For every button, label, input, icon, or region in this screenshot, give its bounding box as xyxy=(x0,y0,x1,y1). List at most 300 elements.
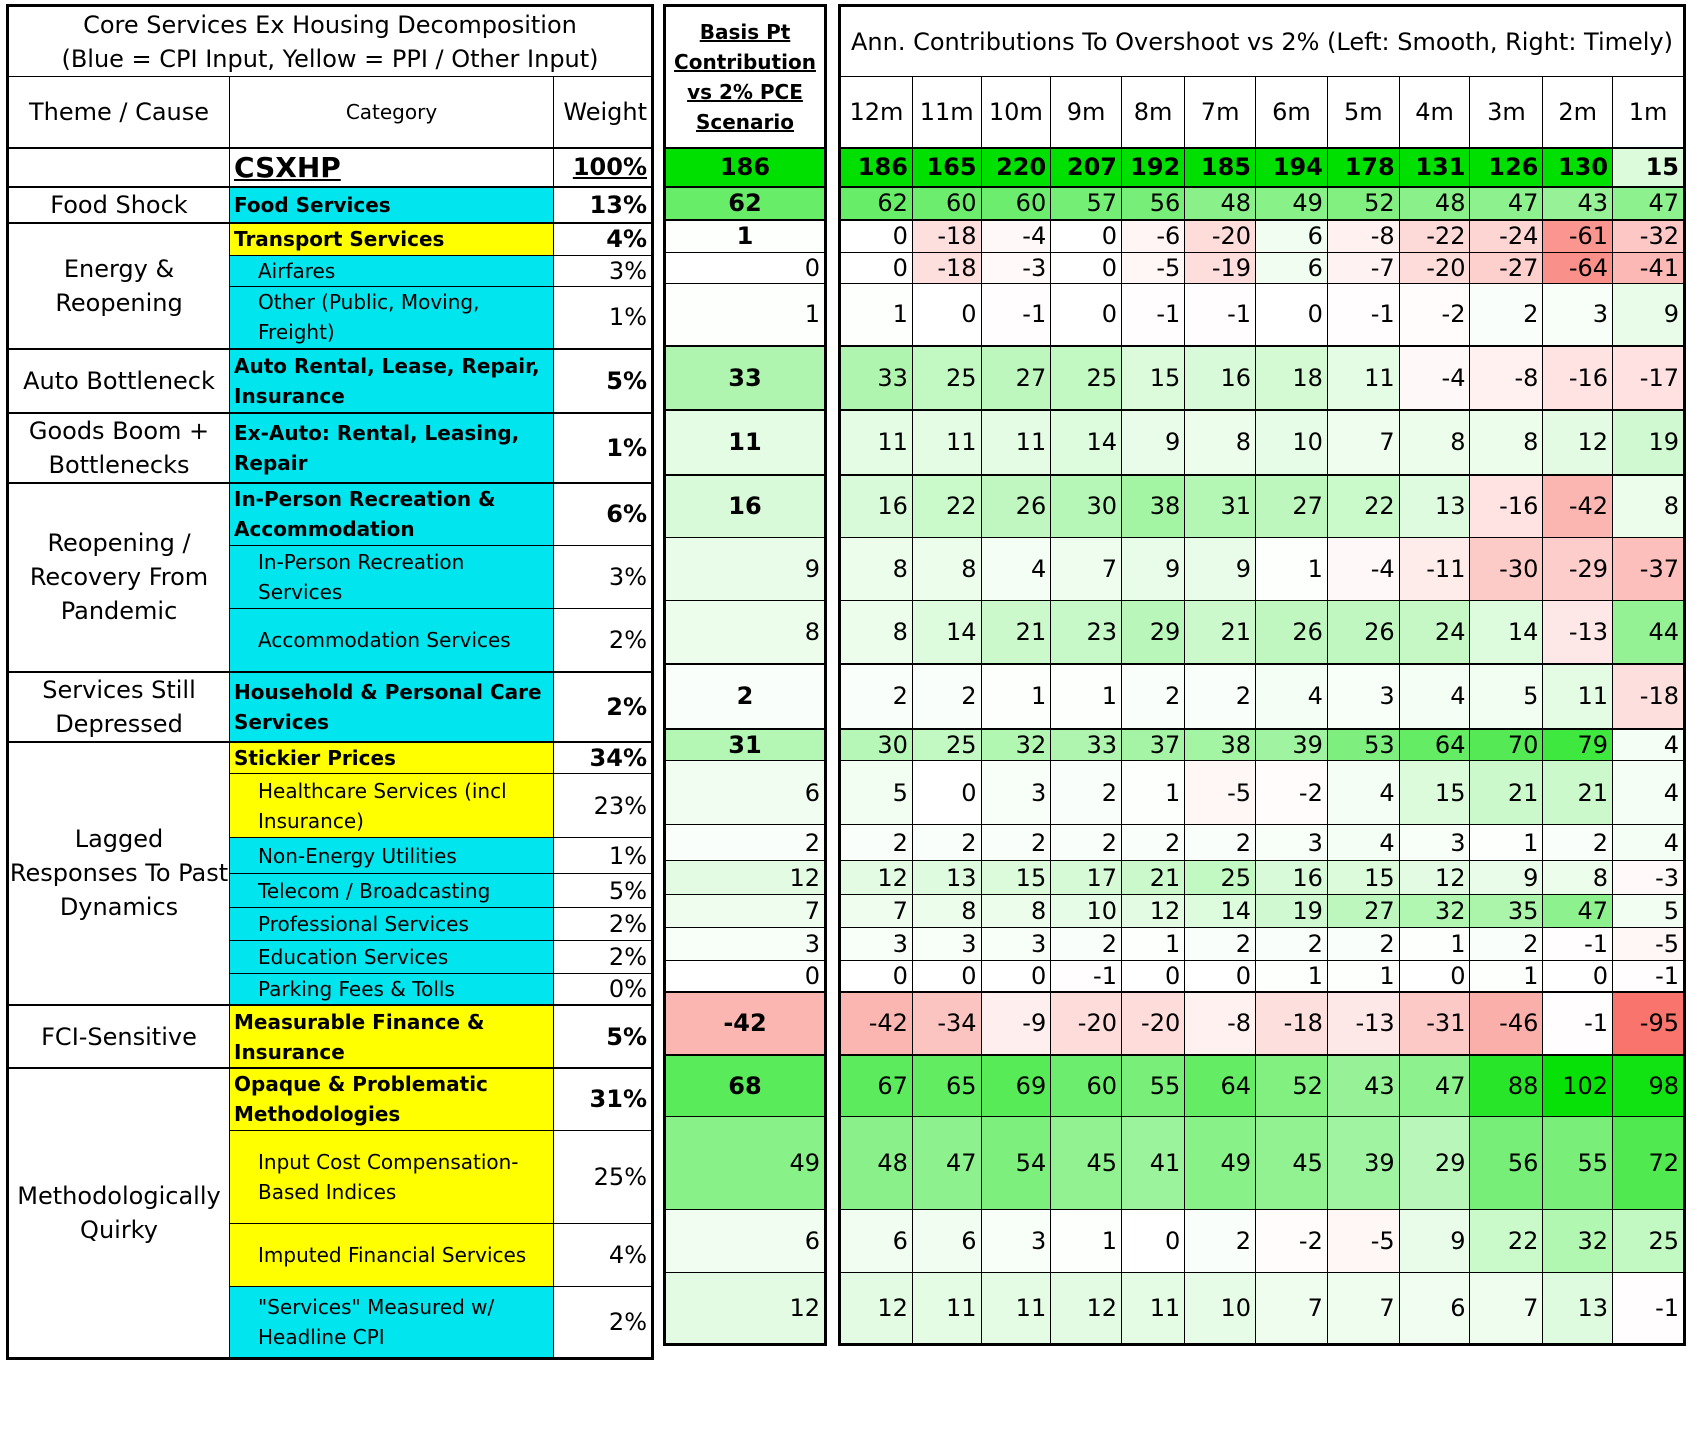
table-row xyxy=(840,729,1685,761)
theme-cell: Auto Bottleneck xyxy=(8,349,230,413)
table-row xyxy=(840,861,1685,895)
value-cell: 8 xyxy=(840,538,913,601)
value-cell: 60 xyxy=(1051,1055,1122,1117)
value-cell: -2 xyxy=(1399,284,1470,346)
value-cell: 3 xyxy=(981,761,1051,825)
table-row xyxy=(665,601,826,664)
value-cell: 2 xyxy=(1470,284,1543,346)
category-cell: In-Person Recreation & Accommodation xyxy=(230,483,554,546)
category-cell: Ex-Auto: Rental, Leasing, Repair xyxy=(230,413,554,483)
value-cell: 13 xyxy=(1399,475,1470,538)
table-row xyxy=(665,187,826,220)
value-cell: 1 xyxy=(1051,664,1122,729)
value-cell: -1 xyxy=(1613,1273,1685,1345)
month-header-10m: 10m xyxy=(981,77,1051,148)
value-cell: 2 xyxy=(981,825,1051,861)
category-cell: Food Services xyxy=(230,187,554,223)
top-row-value: 130 xyxy=(1543,148,1613,187)
value-cell: -1 xyxy=(981,284,1051,346)
value-cell: 48 xyxy=(1399,187,1470,220)
value-cell: 14 xyxy=(912,601,981,664)
value-cell: 9 xyxy=(1121,410,1184,475)
value-cell: -18 xyxy=(1256,992,1328,1055)
value-cell: 38 xyxy=(1185,729,1256,761)
table-row xyxy=(665,346,826,410)
basis-point-table xyxy=(663,4,827,1346)
value-cell: 0 xyxy=(1051,253,1122,284)
decomposition-table xyxy=(6,4,654,1360)
category-cell: Accommodation Services xyxy=(230,609,554,672)
contributions-table xyxy=(838,4,1686,1346)
table-row xyxy=(665,475,826,538)
value-cell: 2 xyxy=(1051,928,1122,961)
value-cell: 33 xyxy=(840,346,913,410)
bp-cell: 16 xyxy=(665,475,826,538)
value-cell: 0 xyxy=(912,761,981,825)
value-cell: 21 xyxy=(1185,601,1256,664)
value-cell: 1 xyxy=(840,284,913,346)
value-cell: 26 xyxy=(1256,601,1328,664)
value-cell: 43 xyxy=(1327,1055,1399,1117)
value-cell: -1 xyxy=(1543,928,1613,961)
value-cell: 3 xyxy=(912,928,981,961)
theme-cell: Methodologically Quirky xyxy=(8,1068,230,1358)
category-cell: Transport Services xyxy=(230,223,554,256)
value-cell: 4 xyxy=(1327,825,1399,861)
value-cell: 4 xyxy=(1613,761,1685,825)
value-cell: 0 xyxy=(1399,961,1470,992)
value-cell: 56 xyxy=(1121,187,1184,220)
value-cell: 2 xyxy=(840,664,913,729)
table-row xyxy=(665,992,826,1055)
value-cell: -13 xyxy=(1543,601,1613,664)
bp-header-line-3: vs 2% PCE xyxy=(687,79,803,104)
weight-cell: 34% xyxy=(554,742,653,774)
theme-cell: Services Still Depressed xyxy=(8,672,230,742)
value-cell: -20 xyxy=(1399,253,1470,284)
month-header-2m: 2m xyxy=(1543,77,1613,148)
bp-cell: -42 xyxy=(665,992,826,1055)
top-row-value: 15 xyxy=(1613,148,1685,187)
month-header-11m: 11m xyxy=(912,77,981,148)
value-cell: -1 xyxy=(1543,992,1613,1055)
bp-header-line-2: Contribution xyxy=(674,49,816,74)
value-cell: 32 xyxy=(1543,1210,1613,1273)
category-cell: Measurable Finance & Insurance xyxy=(230,1005,554,1068)
value-cell: -42 xyxy=(840,992,913,1055)
value-cell: 26 xyxy=(1327,601,1399,664)
value-cell: -18 xyxy=(912,253,981,284)
table-row xyxy=(665,220,826,253)
top-theme-cell xyxy=(8,148,230,187)
value-cell: 4 xyxy=(1399,664,1470,729)
month-header-12m: 12m xyxy=(840,77,913,148)
value-cell: 0 xyxy=(1051,220,1122,253)
table-row xyxy=(840,346,1685,410)
top-row-value: 178 xyxy=(1327,148,1399,187)
bp-cell: 9 xyxy=(665,538,826,601)
weight-cell: 4% xyxy=(554,1223,653,1286)
value-cell: 48 xyxy=(840,1117,913,1210)
value-cell: 21 xyxy=(1470,761,1543,825)
value-cell: 11 xyxy=(912,1273,981,1345)
theme-cell: Reopening / Recovery From Pandemic xyxy=(8,483,230,672)
value-cell: 72 xyxy=(1613,1117,1685,1210)
value-cell: 79 xyxy=(1543,729,1613,761)
category-cell: Parking Fees & Tolls xyxy=(230,974,554,1006)
table-row xyxy=(840,475,1685,538)
value-cell: 57 xyxy=(1051,187,1122,220)
category-cell: Opaque & Problematic Methodologies xyxy=(230,1068,554,1130)
contributions-title: Ann. Contributions To Overshoot vs 2% (Left: Smooth, Right: Timely) xyxy=(840,6,1685,77)
table-row xyxy=(665,825,826,861)
value-cell: 2 xyxy=(1185,1210,1256,1273)
value-cell: -29 xyxy=(1543,538,1613,601)
value-cell: -5 xyxy=(1613,928,1685,961)
value-cell: 25 xyxy=(912,346,981,410)
top-row-value: 207 xyxy=(1051,148,1122,187)
table-row xyxy=(665,1055,826,1117)
weight-cell: 2% xyxy=(554,672,653,742)
value-cell: -3 xyxy=(981,253,1051,284)
value-cell: -37 xyxy=(1613,538,1685,601)
table-row xyxy=(665,284,826,346)
bp-cell: 6 xyxy=(665,1210,826,1273)
value-cell: 65 xyxy=(912,1055,981,1117)
value-cell: 12 xyxy=(840,861,913,895)
table-row xyxy=(665,664,826,729)
value-cell: 1 xyxy=(1121,928,1184,961)
value-cell: 27 xyxy=(981,346,1051,410)
value-cell: 0 xyxy=(912,284,981,346)
value-cell: 4 xyxy=(1613,825,1685,861)
value-cell: 56 xyxy=(1470,1117,1543,1210)
category-cell: Input Cost Compensation-Based Indices xyxy=(230,1130,554,1223)
bp-cell: 31 xyxy=(665,729,826,761)
table-row xyxy=(665,1210,826,1273)
value-cell: 13 xyxy=(1543,1273,1613,1345)
value-cell: 47 xyxy=(1543,895,1613,928)
bp-header-line-4: Scenario xyxy=(695,109,795,134)
table-row xyxy=(840,187,1685,220)
value-cell: -8 xyxy=(1470,346,1543,410)
weight-cell: 0% xyxy=(554,974,653,1006)
category-cell: Professional Services xyxy=(230,908,554,941)
value-cell: -17 xyxy=(1613,346,1685,410)
value-cell: 14 xyxy=(1470,601,1543,664)
value-cell: 2 xyxy=(912,664,981,729)
value-cell: 52 xyxy=(1327,187,1399,220)
table-row xyxy=(665,253,826,284)
value-cell: 88 xyxy=(1470,1055,1543,1117)
category-header: Category xyxy=(230,77,554,148)
value-cell: 7 xyxy=(1327,1273,1399,1345)
value-cell: 8 xyxy=(1543,861,1613,895)
value-cell: -42 xyxy=(1543,475,1613,538)
value-cell: 21 xyxy=(1121,861,1184,895)
value-cell: 41 xyxy=(1121,1117,1184,1210)
value-cell: 98 xyxy=(1613,1055,1685,1117)
value-cell: 38 xyxy=(1121,475,1184,538)
month-header-3m: 3m xyxy=(1470,77,1543,148)
value-cell: 0 xyxy=(1051,284,1122,346)
value-cell: 2 xyxy=(1327,928,1399,961)
value-cell: 11 xyxy=(981,410,1051,475)
value-cell: -5 xyxy=(1185,761,1256,825)
table-row xyxy=(8,413,653,483)
value-cell: -27 xyxy=(1470,253,1543,284)
value-cell: 8 xyxy=(1470,410,1543,475)
bp-cell: 1 xyxy=(665,284,826,346)
value-cell: 2 xyxy=(1121,825,1184,861)
weight-cell: 5% xyxy=(554,349,653,413)
value-cell: -9 xyxy=(981,992,1051,1055)
value-cell: 2 xyxy=(1121,664,1184,729)
value-cell: 3 xyxy=(981,928,1051,961)
value-cell: 6 xyxy=(1399,1273,1470,1345)
value-cell: -18 xyxy=(1613,664,1685,729)
value-cell: 2 xyxy=(912,825,981,861)
table-row xyxy=(840,961,1685,992)
value-cell: 70 xyxy=(1470,729,1543,761)
value-cell: 15 xyxy=(1327,861,1399,895)
theme-cell: Food Shock xyxy=(8,187,230,223)
value-cell: 7 xyxy=(1327,410,1399,475)
value-cell: 12 xyxy=(1399,861,1470,895)
value-cell: -16 xyxy=(1543,346,1613,410)
weight-cell: 2% xyxy=(554,1286,653,1358)
value-cell: -1 xyxy=(1327,284,1399,346)
value-cell: 0 xyxy=(1185,961,1256,992)
value-cell: 30 xyxy=(1051,475,1122,538)
value-cell: 4 xyxy=(1613,729,1685,761)
value-cell: -31 xyxy=(1399,992,1470,1055)
value-cell: -22 xyxy=(1399,220,1470,253)
value-cell: 8 xyxy=(1399,410,1470,475)
value-cell: -2 xyxy=(1256,761,1328,825)
value-cell: 10 xyxy=(1051,895,1122,928)
table-row xyxy=(8,1068,653,1130)
theme-cell: FCI-Sensitive xyxy=(8,1005,230,1068)
value-cell: 11 xyxy=(840,410,913,475)
value-cell: 44 xyxy=(1613,601,1685,664)
value-cell: 2 xyxy=(1185,664,1256,729)
value-cell: 47 xyxy=(912,1117,981,1210)
value-cell: 39 xyxy=(1256,729,1328,761)
table-row xyxy=(840,992,1685,1055)
value-cell: 55 xyxy=(1121,1055,1184,1117)
value-cell: -2 xyxy=(1256,1210,1328,1273)
value-cell: 25 xyxy=(1051,346,1122,410)
table-row xyxy=(8,187,653,223)
table-row xyxy=(840,284,1685,346)
weight-cell: 2% xyxy=(554,941,653,974)
value-cell: -64 xyxy=(1543,253,1613,284)
value-cell: 3 xyxy=(1399,825,1470,861)
bp-header xyxy=(665,6,826,148)
value-cell: 29 xyxy=(1399,1117,1470,1210)
value-cell: 16 xyxy=(1185,346,1256,410)
value-cell: 22 xyxy=(1327,475,1399,538)
bp-cell: 11 xyxy=(665,410,826,475)
theme-header: Theme / Cause xyxy=(8,77,230,148)
value-cell: 3 xyxy=(981,1210,1051,1273)
table-row xyxy=(665,928,826,961)
weight-cell: 1% xyxy=(554,413,653,483)
value-cell: 3 xyxy=(840,928,913,961)
value-cell: 27 xyxy=(1256,475,1328,538)
value-cell: 69 xyxy=(981,1055,1051,1117)
value-cell: -20 xyxy=(1051,992,1122,1055)
category-cell: Stickier Prices xyxy=(230,742,554,774)
table-row xyxy=(840,220,1685,253)
weight-header: Weight xyxy=(554,77,653,148)
value-cell: 21 xyxy=(981,601,1051,664)
month-header-5m: 5m xyxy=(1327,77,1399,148)
value-cell: -95 xyxy=(1613,992,1685,1055)
value-cell: 8 xyxy=(981,895,1051,928)
value-cell: -24 xyxy=(1470,220,1543,253)
month-header-4m: 4m xyxy=(1399,77,1470,148)
value-cell: 54 xyxy=(981,1117,1051,1210)
value-cell: 12 xyxy=(1121,895,1184,928)
value-cell: 35 xyxy=(1470,895,1543,928)
table-title xyxy=(8,6,653,77)
value-cell: 7 xyxy=(840,895,913,928)
value-cell: 45 xyxy=(1051,1117,1122,1210)
value-cell: 16 xyxy=(840,475,913,538)
category-cell: In-Person Recreation Services xyxy=(230,546,554,609)
value-cell: 11 xyxy=(1327,346,1399,410)
table-row xyxy=(840,895,1685,928)
value-cell: 1 xyxy=(1256,961,1328,992)
category-cell: "Services" Measured w/ Headline CPI xyxy=(230,1286,554,1358)
value-cell: 3 xyxy=(1543,284,1613,346)
value-cell: -8 xyxy=(1327,220,1399,253)
value-cell: -3 xyxy=(1613,861,1685,895)
value-cell: 37 xyxy=(1121,729,1184,761)
value-cell: 0 xyxy=(840,961,913,992)
value-cell: 30 xyxy=(840,729,913,761)
value-cell: 4 xyxy=(981,538,1051,601)
value-cell: 0 xyxy=(1121,1210,1184,1273)
bp-cell: 68 xyxy=(665,1055,826,1117)
value-cell: -13 xyxy=(1327,992,1399,1055)
weight-cell: 5% xyxy=(554,874,653,908)
value-cell: -1 xyxy=(1613,961,1685,992)
month-header-6m: 6m xyxy=(1256,77,1328,148)
value-cell: 6 xyxy=(840,1210,913,1273)
value-cell: 12 xyxy=(1051,1273,1122,1345)
value-cell: 13 xyxy=(912,861,981,895)
value-cell: 19 xyxy=(1256,895,1328,928)
value-cell: 24 xyxy=(1399,601,1470,664)
value-cell: 32 xyxy=(981,729,1051,761)
bp-cell: 1 xyxy=(665,220,826,253)
value-cell: 5 xyxy=(1470,664,1543,729)
value-cell: 39 xyxy=(1327,1117,1399,1210)
value-cell: 60 xyxy=(981,187,1051,220)
month-header-9m: 9m xyxy=(1051,77,1122,148)
value-cell: 1 xyxy=(1470,825,1543,861)
weight-cell: 23% xyxy=(554,774,653,838)
title-line-1: Core Services Ex Housing Decomposition xyxy=(83,10,577,39)
value-cell: 15 xyxy=(1399,761,1470,825)
value-cell: 25 xyxy=(1613,1210,1685,1273)
table-row xyxy=(840,825,1685,861)
value-cell: 9 xyxy=(1613,284,1685,346)
category-cell: Other (Public, Moving, Freight) xyxy=(230,287,554,349)
table-row xyxy=(840,761,1685,825)
value-cell: 5 xyxy=(1613,895,1685,928)
value-cell: 6 xyxy=(1256,220,1328,253)
title-line-2: (Blue = CPI Input, Yellow = PPI / Other Input) xyxy=(61,44,599,73)
value-cell: 0 xyxy=(912,961,981,992)
value-cell: 4 xyxy=(1256,664,1328,729)
category-cell: Healthcare Services (incl Insurance) xyxy=(230,774,554,838)
value-cell: 31 xyxy=(1185,475,1256,538)
table-row xyxy=(665,861,826,895)
value-cell: 14 xyxy=(1051,410,1122,475)
month-header-7m: 7m xyxy=(1185,77,1256,148)
value-cell: -18 xyxy=(912,220,981,253)
top-row-value: 194 xyxy=(1256,148,1328,187)
value-cell: 45 xyxy=(1256,1117,1328,1210)
value-cell: 12 xyxy=(840,1273,913,1345)
bp-cell: 12 xyxy=(665,861,826,895)
value-cell: 11 xyxy=(981,1273,1051,1345)
value-cell: 1 xyxy=(1256,538,1328,601)
value-cell: -6 xyxy=(1121,220,1184,253)
value-cell: 0 xyxy=(981,961,1051,992)
category-cell: Airfares xyxy=(230,256,554,287)
table-row xyxy=(840,664,1685,729)
table-row xyxy=(840,1273,1685,1345)
value-cell: -41 xyxy=(1613,253,1685,284)
theme-cell: Lagged Responses To Past Dynamics xyxy=(8,742,230,1006)
weight-cell: 1% xyxy=(554,287,653,349)
value-cell: 8 xyxy=(1613,475,1685,538)
weight-cell: 3% xyxy=(554,256,653,287)
value-cell: 25 xyxy=(912,729,981,761)
value-cell: 9 xyxy=(1399,1210,1470,1273)
table-row xyxy=(840,1117,1685,1210)
value-cell: 2 xyxy=(1051,825,1122,861)
value-cell: -1 xyxy=(1051,961,1122,992)
value-cell: -11 xyxy=(1399,538,1470,601)
value-cell: 23 xyxy=(1051,601,1122,664)
category-cell: Household & Personal Care Services xyxy=(230,672,554,742)
value-cell: 3 xyxy=(1327,664,1399,729)
value-cell: 47 xyxy=(1470,187,1543,220)
value-cell: 0 xyxy=(1543,961,1613,992)
weight-cell: 3% xyxy=(554,546,653,609)
value-cell: 47 xyxy=(1399,1055,1470,1117)
month-header-1m: 1m xyxy=(1613,77,1685,148)
value-cell: 17 xyxy=(1051,861,1122,895)
value-cell: 102 xyxy=(1543,1055,1613,1117)
value-cell: 22 xyxy=(1470,1210,1543,1273)
value-cell: 2 xyxy=(1256,928,1328,961)
value-cell: 7 xyxy=(1256,1273,1328,1345)
value-cell: 9 xyxy=(1185,538,1256,601)
value-cell: -7 xyxy=(1327,253,1399,284)
table-row xyxy=(840,538,1685,601)
value-cell: 0 xyxy=(1121,961,1184,992)
value-cell: 10 xyxy=(1256,410,1328,475)
category-cell: Auto Rental, Lease, Repair, Insurance xyxy=(230,349,554,413)
value-cell: 3 xyxy=(1256,825,1328,861)
